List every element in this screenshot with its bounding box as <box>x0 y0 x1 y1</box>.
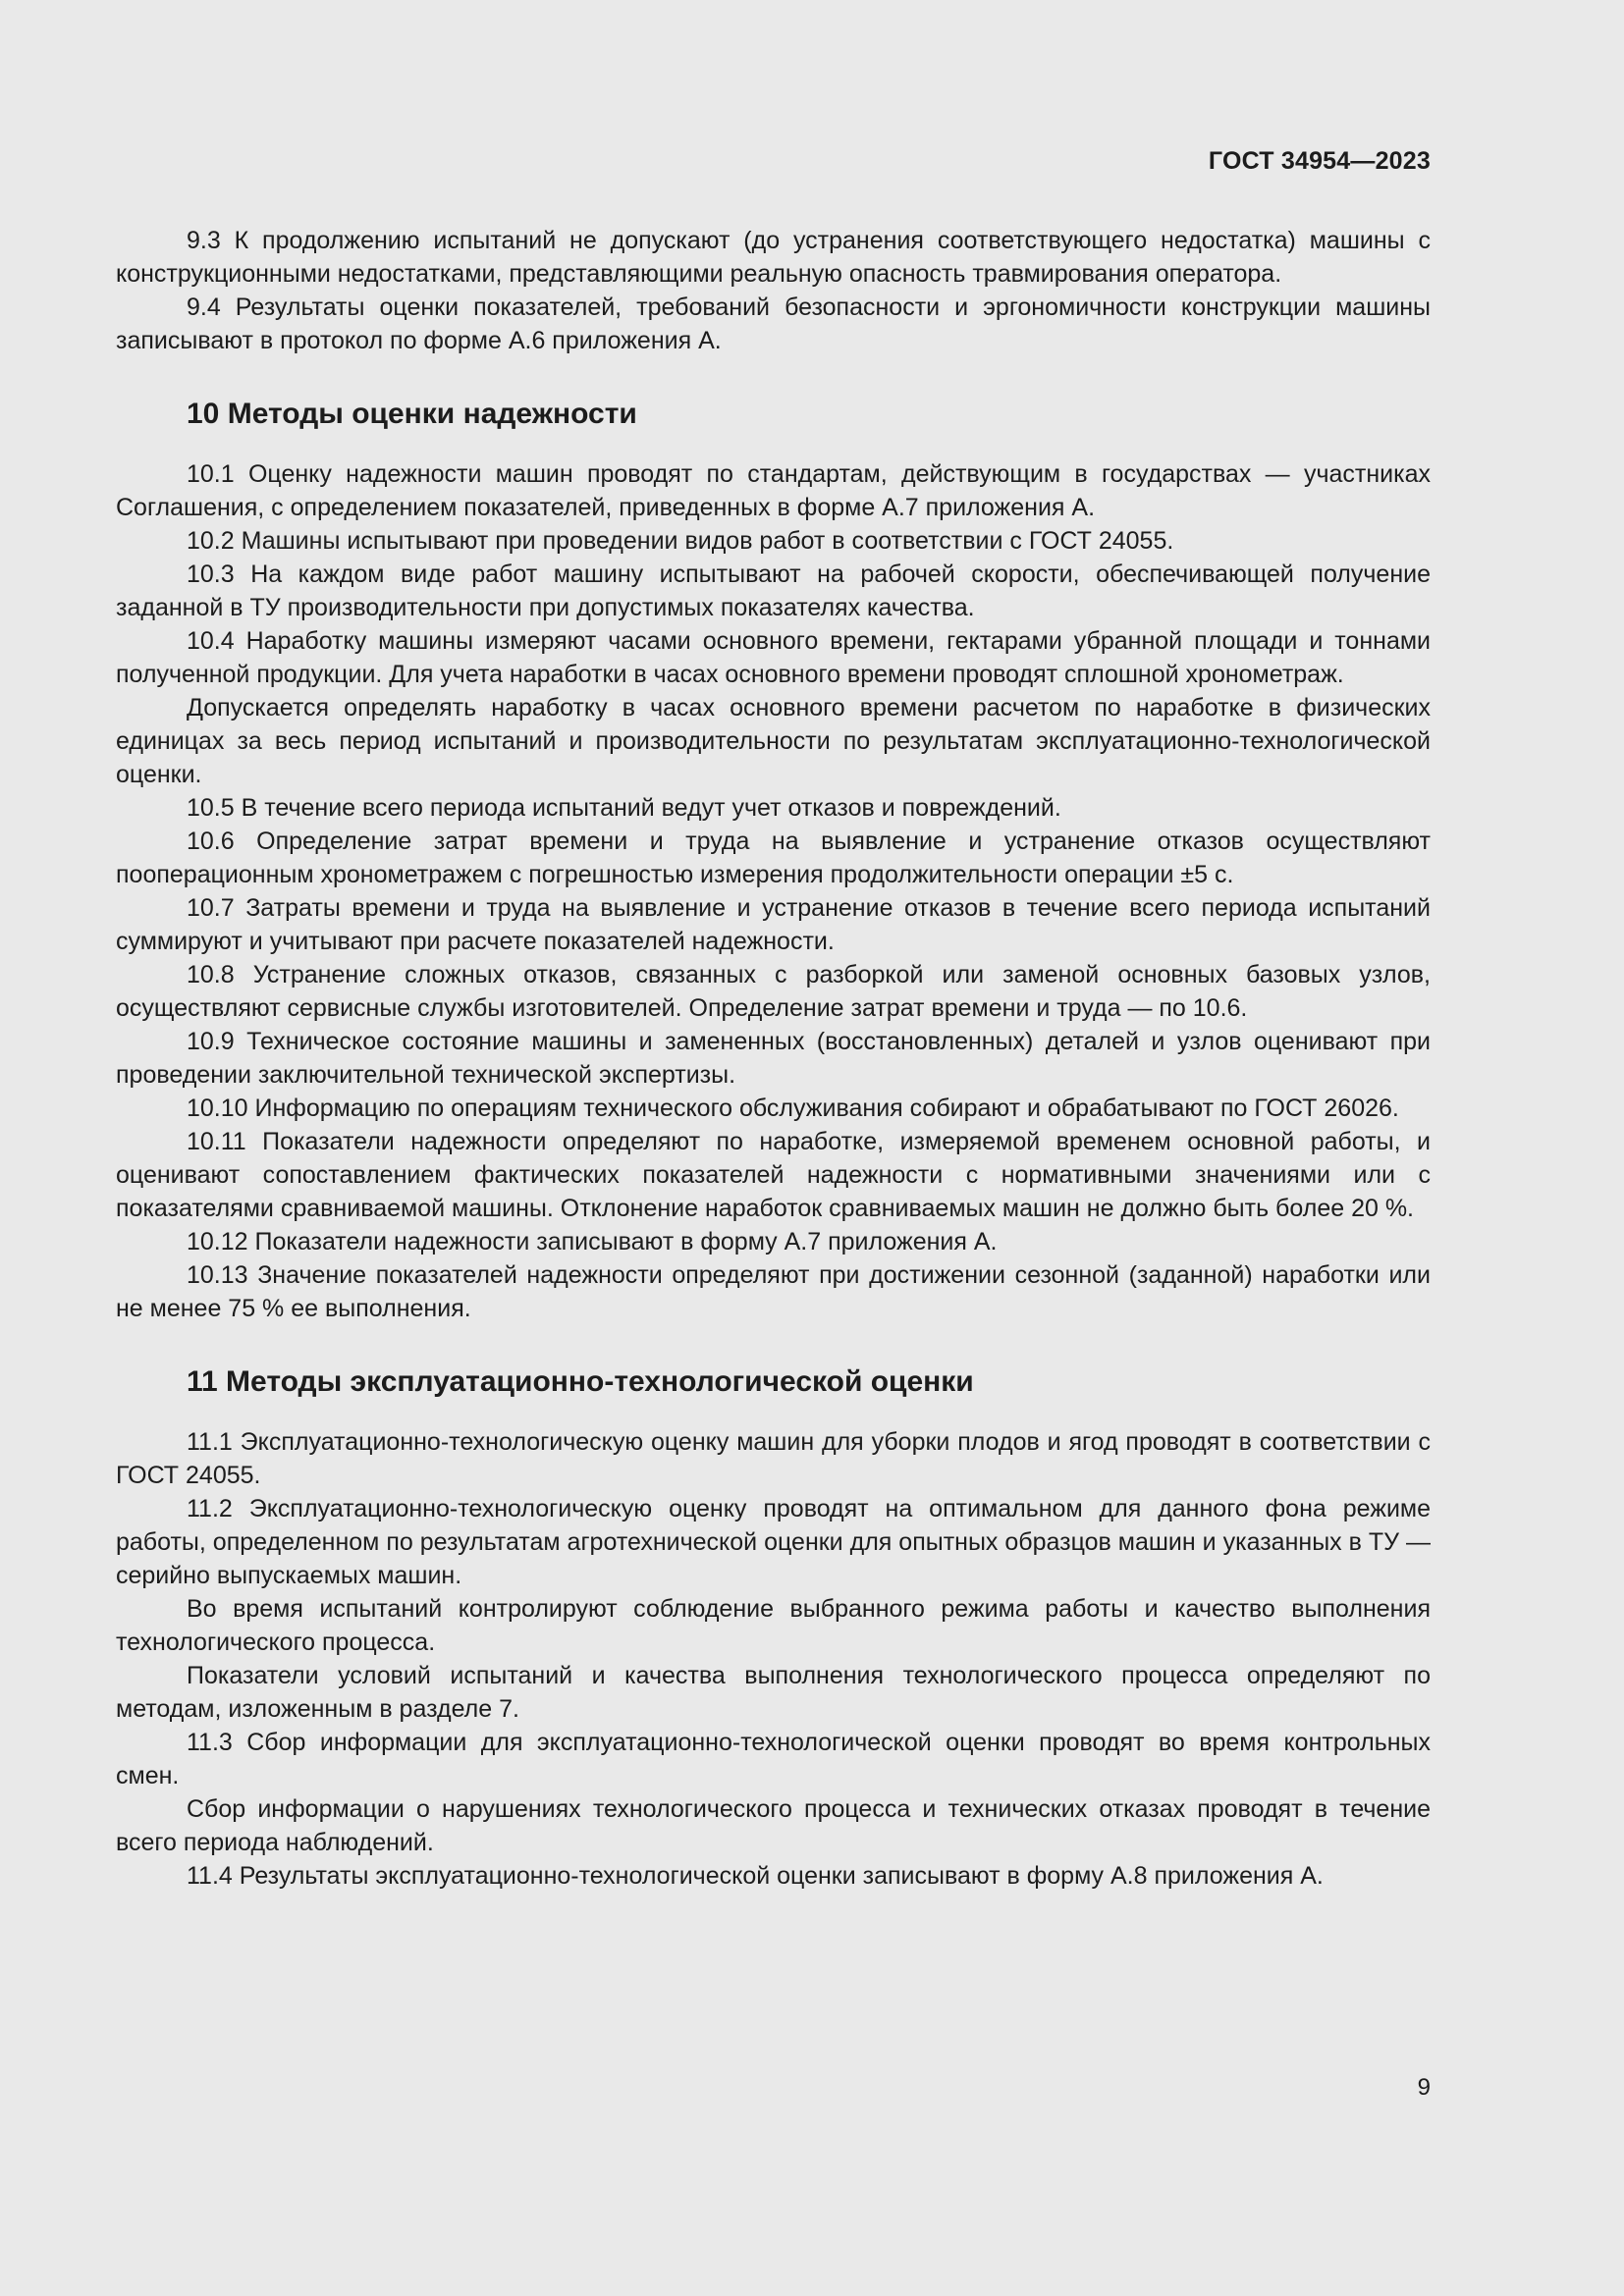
paragraph-11-3-collection: Сбор информации о нарушениях технологического процесса и технических отказах проводят в течение всего периода наблюдений. <box>116 1795 1431 1856</box>
section-10-heading: 10 Методы оценки надежности <box>187 398 637 430</box>
paragraph-10-9: 10.9 Техническое состояние машины и замененных (восстановленных) деталей и узлов оценивают при проведении заключительной технической экспертизы. <box>116 1028 1431 1089</box>
paragraph-10-13: 10.13 Значение показателей надежности определяют при достижении сезонной (заданной) наработки или не менее 75 % ее выполнения. <box>116 1261 1431 1322</box>
paragraph-10-3: 10.3 На каждом виде работ машину испытывают на рабочей скорости, обеспечивающей получение заданной в ТУ производительности при допустимых показателях качества. <box>116 561 1431 621</box>
paragraph-11-4: 11.4 Результаты эксплуатационно-технологической оценки записывают в форму А.8 приложения А. <box>187 1862 1324 1890</box>
paragraph-10-11: 10.11 Показатели надежности определяют по наработке, измеряемой временем основной работы, и оценивают сопоставлением фактических показателей надежности с нормативными значениями или с показателями сравниваемой машины. Отклонение наработок сравниваемых машин не должно быть более 20 %. <box>116 1128 1431 1222</box>
paragraph-11-2: 11.2 Эксплуатационно-технологическую оценку проводят на оптимальном для данного фона режиме работы, определенном по результатам агротехнической оценки для опытных образцов машин и указанных в ТУ — серийно выпускаемых машин. <box>116 1495 1431 1589</box>
paragraph-11-1: 11.1 Эксплуатационно-технологическую оценку машин для уборки плодов и ягод проводят в соответствии с ГОСТ 24055. <box>116 1428 1431 1489</box>
paragraph-10-7: 10.7 Затраты времени и труда на выявление и устранение отказов в течение всего периода испытаний суммируют и учитывают при расчете показателей надежности. <box>116 894 1431 955</box>
section-11-heading: 11 Методы эксплуатационно-технологической оценки <box>187 1365 974 1398</box>
paragraph-10-12: 10.12 Показатели надежности записывают в форму А.7 приложения А. <box>187 1228 998 1255</box>
paragraph-11-3: 11.3 Сбор информации для эксплуатационно-технологической оценки проводят во время контрольных смен. <box>116 1729 1431 1789</box>
document-id-header: ГОСТ 34954—2023 <box>1208 147 1431 175</box>
paragraph-9-3: 9.3 К продолжению испытаний не допускают (до устранения соответствующего недостатка) машины с конструкционными недостатками, представляющими реальную опасность травмирования оператора. <box>116 227 1431 288</box>
paragraph-10-5: 10.5 В течение всего периода испытаний ведут учет отказов и повреждений. <box>187 794 1061 822</box>
paragraph-10-4: 10.4 Наработку машины измеряют часами основного времени, гектарами убранной площади и тоннами полученной продукции. Для учета наработки в часах основного времени проводят сплошной хронометраж. <box>116 627 1431 688</box>
paragraph-9-4: 9.4 Результаты оценки показателей, требований безопасности и эргономичности конструкции машины записывают в протокол по форме А.6 приложения А. <box>116 294 1431 354</box>
paragraph-10-6: 10.6 Определение затрат времени и труда на выявление и устранение отказов осуществляют пооперационным хронометражем с погрешностью измерения продолжительности операции ±5 с. <box>116 828 1431 888</box>
paragraph-10-10: 10.10 Информацию по операциям технического обслуживания собирают и обрабатывают по ГОСТ 26026. <box>187 1095 1399 1122</box>
document-body <box>116 224 1431 1893</box>
paragraph-11-2-control: Во время испытаний контролируют соблюдение выбранного режима работы и качество выполнения технологического процесса. <box>116 1595 1431 1656</box>
paragraph-10-1: 10.1 Оценку надежности машин проводят по стандартам, действующим в государствах — участниках Соглашения, с определением показателей, приведенных в форме А.7 приложения А. <box>116 460 1431 521</box>
paragraph-10-2: 10.2 Машины испытывают при проведении видов работ в соответствии с ГОСТ 24055. <box>187 527 1174 555</box>
paragraph-11-2-indicators: Показатели условий испытаний и качества выполнения технологического процесса определяют по методам, изложенным в разделе 7. <box>116 1662 1431 1723</box>
paragraph-10-4-note: Допускается определять наработку в часах основного времени расчетом по наработке в физических единицах за весь период испытаний и производительности по результатам эксплуатационно-технологической оценки. <box>116 694 1431 788</box>
page-number: 9 <box>1417 2074 1431 2101</box>
paragraph-10-8: 10.8 Устранение сложных отказов, связанных с разборкой или заменой основных базовых узлов, осуществляют сервисные службы изготовителей. Определение затрат времени и труда — по 10.6. <box>116 961 1431 1022</box>
